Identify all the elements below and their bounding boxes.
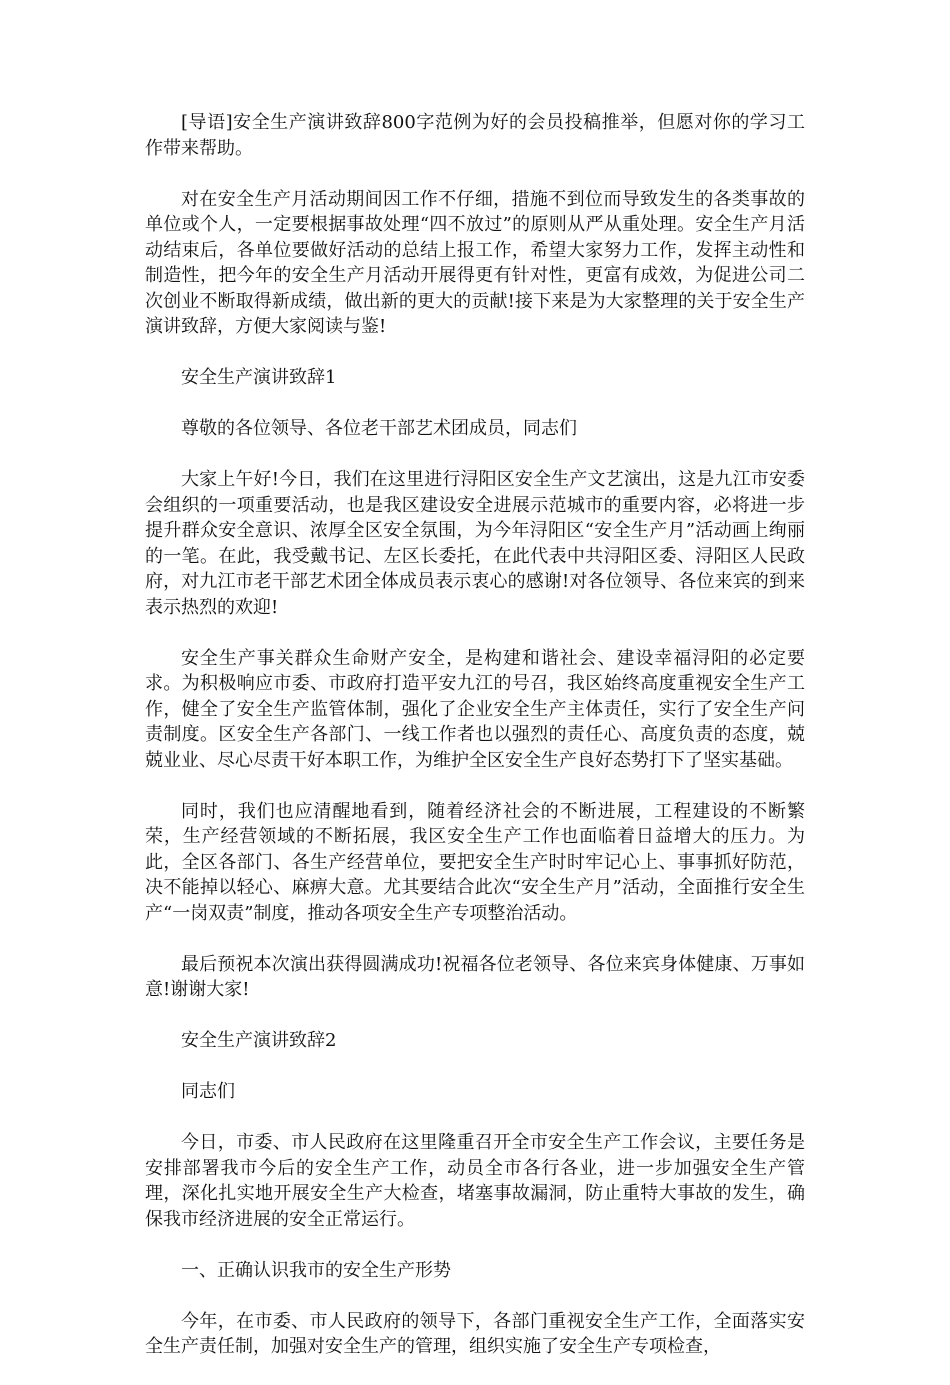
summary-paragraph: 对在安全生产月活动期间因工作不仔细，措施不到位而导致发生的各类事故的单位或个人，一定要根据事故处理“四不放过”的原则从严从重处理。安全生产月活动结束后，各单位要做好活动的总结上报工作，希望大家努力工作，发挥主动性和制造性，把今年的安全生产月活动开展得更有针对性，更富有成效，为促进公司二次创业不断取得新成绩，做出新的更大的贡献!接下来是为大家整理的关于安全生产演讲致辞，方便大家阅读与鉴!: [145, 188, 805, 337]
speech-1-paragraph: 安全生产事关群众生命财产安全，是构建和谐社会、建设幸福浔阳的必定要求。为积极响应市委、市政府打造平安九江的号召，我区始终高度重视安全生产工作，健全了安全生产监管体制，强化了企业安全生产主体责任，实行了安全生产问责制度。区安全生产各部门、一线工作者也以强烈的责任心、高度负责的态度，兢兢业业、尽心尽责干好本职工作，为维护全区安全生产良好态势打下了坚实基础。: [145, 647, 805, 771]
section-heading: 一、正确认识我市的安全生产形势: [181, 1259, 451, 1281]
speech-2-paragraph: 今年，在市委、市人民政府的领导下，各部门重视安全生产工作，全面落实安全生产责任制，加强对安全生产的管理，组织实施了安全生产专项检查，: [145, 1310, 805, 1357]
speech-2-salutation: 同志们: [181, 1081, 235, 1102]
speech-1-salutation: 尊敬的各位领导、各位老干部艺术团成员，同志们: [181, 418, 577, 439]
intro-paragraph: [导语]安全生产演讲致辞800字范例为好的会员投稿推举，但愿对你的学习工作带来帮助。: [145, 112, 805, 159]
speech-1-closing: 最后预祝本次演出获得圆满成功!祝福各位老领导、各位来宾身体健康、万事如意!谢谢大家!: [145, 953, 805, 1000]
speech-2-title: 安全生产演讲致辞2: [181, 1030, 337, 1051]
document-body: [145, 110, 805, 1385]
speech-1-paragraph: 大家上午好!今日，我们在这里进行浔阳区安全生产文艺演出，这是九江市安委会组织的一项重要活动，也是我区建设安全进展示范城市的重要内容，必将进一步提升群众安全意识、浓厚全区安全氛围，为今年浔阳区“安全生产月”活动画上绚丽的一笔。在此，我受戴书记、左区长委托，在此代表中共浔阳区委、浔阳区人民政府，对九江市老干部艺术团全体成员表示衷心的感谢!对各位领导、各位来宾的到来表示热烈的欢迎!: [145, 469, 805, 618]
speech-2-paragraph: 今日，市委、市人民政府在这里隆重召开全市安全生产工作会议，主要任务是安排部署我市今后的安全生产工作，动员全市各行各业，进一步加强安全生产管理，深化扎实地开展安全生产大检查，堵塞事故漏洞，防止重特大事故的发生，确保我市经济进展的安全正常运行。: [145, 1132, 805, 1230]
speech-1-paragraph: 同时，我们也应清醒地看到，随着经济社会的不断进展，工程建设的不断繁荣，生产经营领域的不断拓展，我区安全生产工作也面临着日益增大的压力。为此，全区各部门、各生产经营单位，要把安全生产时时牢记心上、事事抓好防范，决不能掉以轻心、麻痹大意。尤其要结合此次“安全生产月”活动，全面推行安全生产“一岗双责”制度，推动各项安全生产专项整治活动。: [145, 800, 805, 924]
speech-1-title: 安全生产演讲致辞1: [181, 367, 337, 388]
